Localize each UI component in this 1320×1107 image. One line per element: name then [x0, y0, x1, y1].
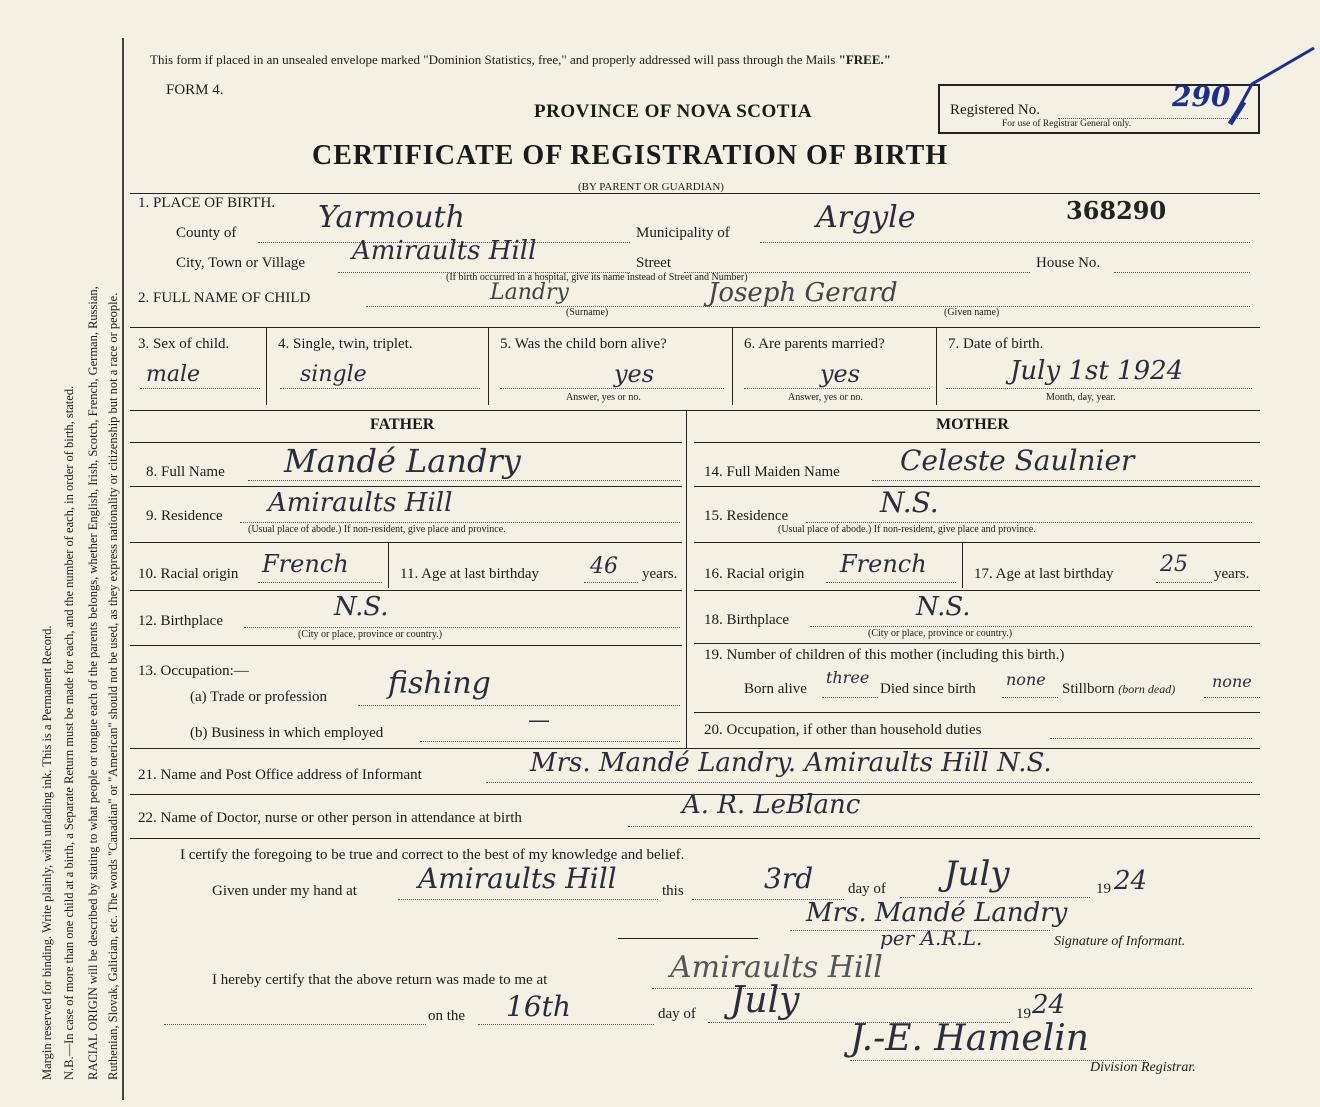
- registrar-place-value: Amiraults Hill: [670, 950, 883, 985]
- mother-heading: MOTHER: [936, 416, 1009, 433]
- died-value: none: [1006, 670, 1046, 689]
- form-number: FORM 4.: [166, 82, 224, 98]
- alive-value: yes: [614, 360, 655, 388]
- mother-age-line: [1156, 582, 1212, 583]
- father-business-label: (b) Business in which employed: [190, 725, 384, 741]
- born-alive-label: Born alive: [744, 681, 807, 697]
- dob-value: July 1st 1924: [1010, 356, 1184, 386]
- given-place-line: [398, 899, 658, 900]
- rule-f12: [130, 645, 682, 646]
- div-5: [732, 327, 733, 405]
- certify-text: I certify the foregoing to be true and correct to the best of my knowledge and belief.: [180, 847, 685, 863]
- mother-name-label: 14. Full Maiden Name: [704, 464, 840, 480]
- mother-race-label: 16. Racial origin: [704, 566, 805, 582]
- father-res-note: (Usual place of abode.) If non-resident, give place and province.: [248, 524, 506, 535]
- div-f10: [388, 542, 389, 588]
- mother-birth-line: [810, 626, 1252, 627]
- side-note-1: Margin reserved for binding. Write plainly, with unfading ink. This is a Permanent Record.: [40, 625, 54, 1080]
- rule-parents-top: [130, 410, 1260, 411]
- house-label: House No.: [1036, 255, 1101, 271]
- father-birth-note: (City or place, province or country.): [298, 629, 443, 640]
- informant-value: Mrs. Mandé Landry. Amiraults Hill N.S.: [530, 748, 1052, 778]
- side-note-2: N.B.—In case of more than one child at a birth, a Separate Return must be made for each, and the number of each, in order of birth, stated.: [62, 385, 76, 1080]
- rule-m15: [694, 542, 1260, 543]
- rule-22: [130, 838, 1260, 839]
- born-alive-line: [822, 697, 878, 698]
- mother-race-line: [826, 582, 956, 583]
- registrar-year-prefix: 19: [1016, 1006, 1031, 1022]
- mail-notice-text: This form if placed in an unsealed envelope marked "Dominion Statistics, free," and properly addressed will pass through the Mails: [150, 52, 839, 67]
- mother-name-line: [872, 480, 1252, 481]
- province-title: PROVINCE OF NOVA SCOTIA: [534, 101, 813, 122]
- rule-m14: [694, 486, 1260, 487]
- div-m16: [962, 542, 963, 588]
- father-name-value: Mandé Landry: [284, 442, 521, 480]
- father-race-label: 10. Racial origin: [138, 566, 239, 582]
- registrar-day-value: 16th: [506, 990, 571, 1023]
- given-day-value: 3rd: [764, 862, 814, 895]
- informant-line: [486, 782, 1252, 783]
- mother-birth-label: 18. Birthplace: [704, 612, 789, 628]
- stillborn-line: [1204, 697, 1260, 698]
- married-value: yes: [820, 360, 861, 388]
- city-value: Amiraults Hill: [352, 236, 537, 266]
- county-value: Yarmouth: [318, 200, 465, 235]
- father-birth-label: 12. Birthplace: [138, 613, 223, 629]
- div-4: [488, 327, 489, 405]
- this-label: this: [662, 883, 684, 899]
- given-month-value: July: [944, 854, 1010, 894]
- given-note: (Given name): [944, 307, 1000, 318]
- child-given-name: Joseph Gerard: [708, 278, 898, 308]
- father-name-line: [248, 480, 680, 481]
- street-label: Street: [636, 255, 671, 271]
- municipality-value: Argyle: [816, 200, 916, 235]
- informant-signature: Mrs. Mandé Landry: [806, 898, 1068, 928]
- mother-occ-line: [1050, 738, 1252, 739]
- given-year-value: 24: [1114, 866, 1148, 896]
- registrar-pre-line: [164, 1024, 426, 1025]
- father-years: years.: [642, 566, 678, 582]
- rule-f10: [130, 590, 682, 591]
- mother-birth-value: N.S.: [916, 592, 971, 622]
- pen-mark-icon: [1226, 44, 1320, 130]
- registered-box: [938, 80, 1260, 134]
- county-label: County of: [176, 225, 237, 241]
- died-label: Died since birth: [880, 681, 976, 697]
- father-trade-label: (a) Trade or profession: [190, 689, 328, 705]
- rule-row3-top: [130, 327, 1260, 328]
- father-trade-value: fishing: [388, 666, 491, 701]
- mail-notice: [150, 52, 891, 68]
- signature-rule: [618, 938, 758, 939]
- side-note-3: RACIAL ORIGIN will be described by stating to what people or tongue each of the parents belongs, whether English, Irish, Scotch, French, German, Russian,: [86, 286, 100, 1080]
- given-place-value: Amiraults Hill: [418, 862, 617, 895]
- father-heading: FATHER: [370, 416, 435, 433]
- father-birth-value: N.S.: [334, 592, 389, 622]
- side-note-4: Ruthenian, Slovak, Galician, etc. The words "Canadian" or "American" should not be used, as they express nationality or citizenship but not a race or people.: [106, 292, 120, 1080]
- registrar-sig-label: Division Registrar.: [1090, 1060, 1196, 1075]
- surname-note: (Surname): [566, 307, 609, 318]
- dob-line: [946, 388, 1252, 389]
- mother-age-value: 25: [1160, 552, 1188, 577]
- place-label: 1. PLACE OF BIRTH.: [138, 195, 276, 211]
- father-age-label: 11. Age at last birthday: [400, 566, 539, 582]
- single-value: single: [300, 362, 367, 387]
- sex-label: 3. Sex of child.: [138, 336, 230, 352]
- mother-race-value: French: [840, 550, 927, 578]
- father-age-value: 46: [590, 554, 618, 579]
- doctor-value: A. R. LeBlanc: [682, 790, 861, 820]
- stillborn-value: none: [1212, 672, 1252, 691]
- father-business-line: [420, 741, 680, 742]
- margin-bar: [122, 38, 124, 1100]
- father-age-line: [584, 582, 638, 583]
- stillborn-note: (born dead): [1118, 682, 1176, 696]
- mother-age-label: 17. Age at last birthday: [974, 566, 1114, 582]
- father-business-value: —: [528, 708, 550, 733]
- registrar-text: I hereby certify that the above return was made to me at: [212, 972, 548, 988]
- informant-label: 21. Name and Post Office address of Informant: [138, 767, 422, 783]
- father-birth-line: [244, 627, 680, 628]
- house-line: [1114, 272, 1250, 273]
- mother-birth-note: (City or place, province or country.): [868, 628, 1013, 639]
- rule-m19: [694, 712, 1260, 713]
- hospital-note: (If birth occurred in a hospital, give its name instead of Street and Number): [446, 272, 748, 283]
- father-res-value: Amiraults Hill: [268, 488, 453, 518]
- registrar-signature: J.-E. Hamelin: [850, 1018, 1089, 1059]
- given-label: Given under my hand at: [212, 883, 357, 899]
- sex-line: [140, 388, 260, 389]
- municipality-label: Municipality of: [636, 225, 730, 241]
- on-label: on the: [428, 1008, 466, 1024]
- city-label: City, Town or Village: [176, 255, 306, 271]
- father-name-label: 8. Full Name: [146, 464, 225, 480]
- dayof-label: day of: [848, 881, 886, 897]
- mother-name-value: Celeste Saulnier: [900, 444, 1135, 477]
- rule-m18: [694, 643, 1260, 644]
- registrar-day-line: [478, 1024, 654, 1025]
- single-line: [280, 388, 480, 389]
- father-res-label: 9. Residence: [146, 508, 223, 524]
- municipality-line: [760, 242, 1250, 243]
- registered-value: 290: [1172, 80, 1231, 113]
- dob-label: 7. Date of birth.: [948, 336, 1044, 352]
- year-prefix: 19: [1096, 881, 1111, 897]
- mother-occ-label: 20. Occupation, if other than household duties: [704, 722, 982, 738]
- div-3: [266, 327, 267, 405]
- registrar-year-value: 24: [1032, 990, 1066, 1020]
- sex-value: male: [146, 362, 201, 387]
- stillborn-label: [1062, 681, 1175, 698]
- free-word: "FREE.": [838, 52, 891, 67]
- informant-sig-line: [790, 930, 1050, 931]
- mother-children-label: 19. Number of children of this mother (including this birth.): [704, 647, 1065, 663]
- mother-years: years.: [1214, 566, 1250, 582]
- registrar-note: For use of Registrar General only.: [1002, 119, 1132, 129]
- married-line: [744, 388, 930, 389]
- child-name-label: 2. FULL NAME OF CHILD: [138, 290, 311, 306]
- rule-f8: [130, 486, 682, 487]
- rule-mother-head: [694, 442, 1260, 443]
- div-6: [936, 327, 937, 405]
- alive-line: [500, 388, 724, 389]
- rule-top: [130, 193, 1260, 194]
- alive-label: 5. Was the child born alive?: [500, 336, 667, 352]
- registrar-dayof-label: day of: [658, 1006, 696, 1022]
- rule-f9: [130, 542, 682, 543]
- born-alive-value: three: [826, 668, 870, 687]
- witness-mark: per A.R.L.: [880, 926, 983, 950]
- father-occ-label: 13. Occupation:—: [138, 663, 249, 679]
- certificate-subtitle: (BY PARENT OR GUARDIAN): [578, 181, 724, 193]
- father-race-line: [258, 582, 382, 583]
- single-label: 4. Single, twin, triplet.: [278, 336, 413, 352]
- father-trade-line: [358, 705, 680, 706]
- stillborn-word: Stillborn: [1062, 681, 1115, 697]
- registered-label: Registered No.: [950, 102, 1040, 118]
- father-res-line: [240, 522, 680, 523]
- mother-res-note: (Usual place of abode.) If non-resident, give place and province.: [778, 524, 1036, 535]
- alive-note: Answer, yes or no.: [566, 392, 641, 403]
- mother-res-label: 15. Residence: [704, 508, 789, 524]
- doctor-line: [628, 826, 1252, 827]
- mother-res-line: [806, 522, 1252, 523]
- child-surname: Landry: [490, 280, 569, 305]
- died-line: [1002, 697, 1058, 698]
- mother-res-value: N.S.: [880, 486, 939, 519]
- rule-m16: [694, 590, 1260, 591]
- serial-number: 368290: [1066, 196, 1167, 225]
- dob-note: Month, day, year.: [1046, 392, 1116, 403]
- father-race-value: French: [262, 550, 349, 578]
- parents-divider: [686, 410, 687, 748]
- doctor-label: 22. Name of Doctor, nurse or other person in attendance at birth: [138, 810, 522, 826]
- certificate-title: CERTIFICATE OF REGISTRATION OF BIRTH: [312, 140, 949, 171]
- signature-label: Signature of Informant.: [1054, 934, 1186, 949]
- married-label: 6. Are parents married?: [744, 336, 885, 352]
- married-note: Answer, yes or no.: [788, 392, 863, 403]
- registrar-month-value: July: [730, 980, 800, 1021]
